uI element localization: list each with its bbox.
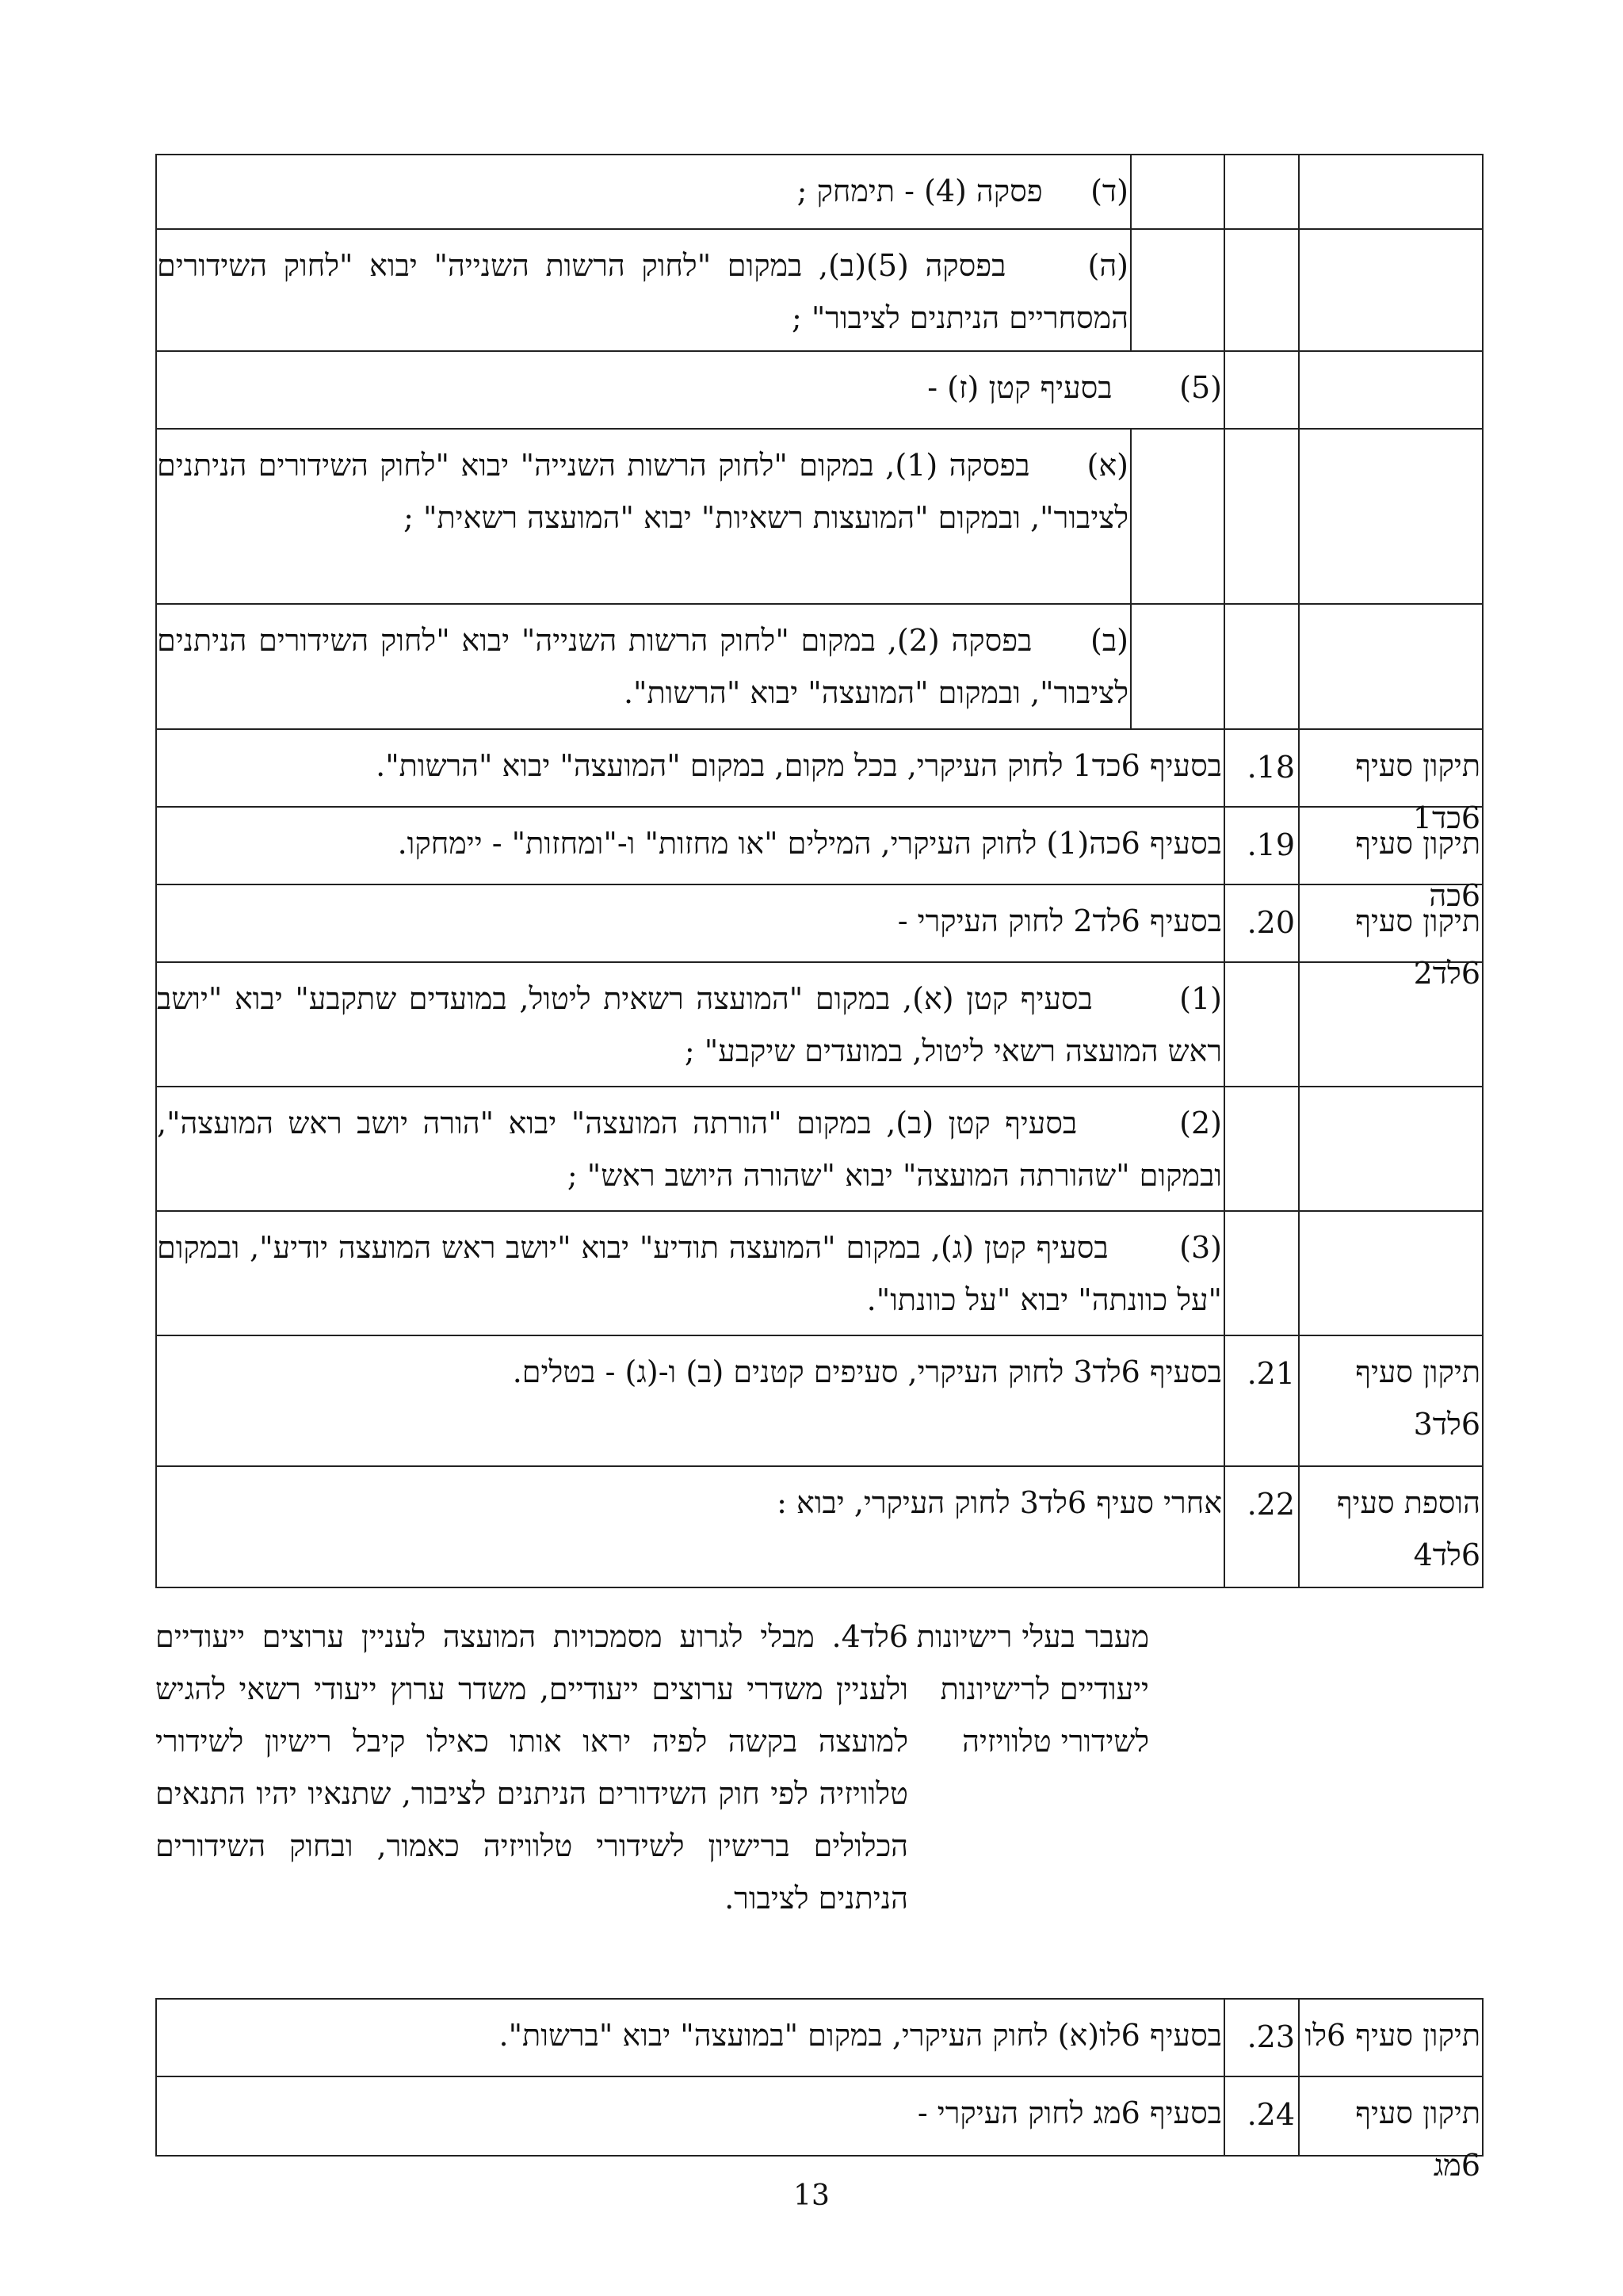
- table-row: [157, 1212, 1482, 1336]
- table-row: [157, 2000, 1482, 2077]
- table-row: [157, 885, 1482, 991]
- table-row: [157, 1336, 1482, 1467]
- clause-body: בסעיף קטן (ג), במקום "המועצה תודיע" יבוא "יושב ראש המועצה יודיע", ובמקום "על כוונתה" יבוא "על כוונתו".: [157, 1230, 1222, 1317]
- clause-label: (ה): [1087, 248, 1129, 283]
- section-text: בסעיף 6לד2 לחוק העיקרי -: [897, 904, 1222, 938]
- margin-title: תיקון סעיף 6כה: [1355, 826, 1480, 913]
- section-number: .19: [1247, 827, 1295, 862]
- section-number: .18: [1247, 750, 1295, 785]
- margin-title: הוספת סעיף 6לד4: [1336, 1485, 1480, 1572]
- clause-text: [157, 605, 1128, 719]
- table-row: [157, 730, 1482, 835]
- clause-text: [157, 230, 1128, 344]
- clause-body: פסקה (4) - תימחק ;: [796, 174, 1043, 208]
- clause-text: [157, 430, 1128, 544]
- table-row: [157, 808, 1482, 913]
- amendments-table-bottom: [155, 1998, 1484, 2183]
- clause-body: בסעיף קטן (ב), במקום "הורתה המועצה" יבוא "הורה יושב ראש המועצה", ובמקום "שהורתה המועצה" יבוא "שהורה היושב ראש" ;: [157, 1106, 1222, 1193]
- amendments-table-top: [155, 154, 1484, 1588]
- table-row: [157, 2077, 1482, 2183]
- clause-label: (3): [1179, 1230, 1222, 1265]
- clause-text: [157, 1212, 1222, 1326]
- clause-text: [157, 963, 1222, 1077]
- table-row: [157, 352, 1482, 430]
- table-row: [157, 1467, 1482, 1587]
- section-text: בסעיף 6לו(א) לחוק העיקרי, במקום "במועצה" יבוא "ברשות".: [498, 2018, 1222, 2053]
- clause-label: (2): [1179, 1106, 1222, 1140]
- table-row: [157, 605, 1482, 730]
- section-number: .23: [1247, 2019, 1295, 2054]
- section-text: בסעיף 6כה(1) לחוק העיקרי, המילים "או מחזות" ו-"ומחזות" - יימחקו.: [397, 826, 1222, 861]
- section-number: .20: [1247, 905, 1295, 940]
- margin-title: תיקון סעיף 6לד2: [1355, 904, 1480, 991]
- margin-title: תיקון סעיף 6כד1: [1355, 748, 1480, 835]
- inserted-section-margin-title: מעבר בעלי רישיונות ייעודיים לרישיונות לשידורי טלוויזיה: [916, 1619, 1149, 1759]
- table-row: [157, 430, 1482, 605]
- clause-body: בפסקה (1), במקום "לחוק הרשות השנייה" יבוא "לחוק השידורים הניתנים לציבור", ובמקום "המועצות רשאיות" יבוא "המועצה רשאית" ;: [157, 448, 1128, 535]
- clause-body: בפסקה (5)(ב), במקום "לחוק הרשות השנייה" יבוא "לחוק השידורים המסחריים הניתנים לציבור" ;: [157, 248, 1128, 335]
- clause-body: בסעיף קטן (ז) -: [927, 370, 1113, 405]
- clause-text: [157, 1087, 1222, 1201]
- table-row: [157, 155, 1482, 230]
- clause-text: [157, 352, 1222, 414]
- section-text: בסעיף 6כד1 לחוק העיקרי, בכל מקום, במקום "המועצה" יבוא "הרשות".: [376, 748, 1222, 783]
- clause-body: בפסקה (2), במקום "לחוק הרשות השנייה" יבוא "לחוק השידורים הניתנים לציבור", ובמקום "המועצה" יבוא "הרשות".: [157, 623, 1128, 710]
- clause-label: (א): [1086, 448, 1129, 483]
- section-number: .21: [1247, 1356, 1295, 1391]
- section-text: בסעיף 6מג לחוק העיקרי -: [917, 2095, 1222, 2130]
- inserted-section-body: 6לד4. מבלי לגרוע מסמכויות המועצה לעניין ערוצים ייעודיים ולעניין משדרי ערוצים ייעודיים, משדר ערוץ ייעודי רשאי להגיש למועצה בקשה לפיה יראו אותו כאילו קיבל רישיון לשידורי טלוויזיה לפי חוק השידורים הניתנים לציבור, שתנאיו יהיו התנאים הכלולים ברישיון לשידורי טלוויזיה כאמור, ובחוק השידורים הניתנים לציבור.: [155, 1619, 908, 1916]
- page-number: 13: [793, 2179, 830, 2212]
- margin-title: תיקון סעיף 6לו: [1304, 2018, 1480, 2053]
- section-text: בסעיף 6לד3 לחוק העיקרי, סעיפים קטנים (ב) ו-(ג) - בטלים.: [512, 1354, 1222, 1389]
- table-row: [157, 963, 1482, 1087]
- clause-label: (ד): [1090, 174, 1128, 208]
- clause-label: (5): [1179, 370, 1222, 405]
- table-row: [157, 230, 1482, 352]
- margin-title: תיקון סעיף 6מג: [1355, 2095, 1480, 2183]
- section-number: .24: [1247, 2097, 1295, 2132]
- clause-text: [157, 155, 1128, 217]
- clause-body: בסעיף קטן (א), במקום "המועצה רשאית ליטול, במועדים שתקבע" יבוא "יושב ראש המועצה רשאי ליטול, במועדים שיקבע" ;: [157, 981, 1222, 1068]
- section-text: אחרי סעיף 6לד3 לחוק העיקרי, יבוא :: [777, 1485, 1222, 1520]
- table-row: [157, 1087, 1482, 1212]
- margin-title: תיקון סעיף 6לד3: [1355, 1354, 1480, 1442]
- clause-label: (ב): [1090, 623, 1129, 658]
- section-number: .22: [1247, 1487, 1295, 1522]
- clause-label: (1): [1179, 981, 1222, 1016]
